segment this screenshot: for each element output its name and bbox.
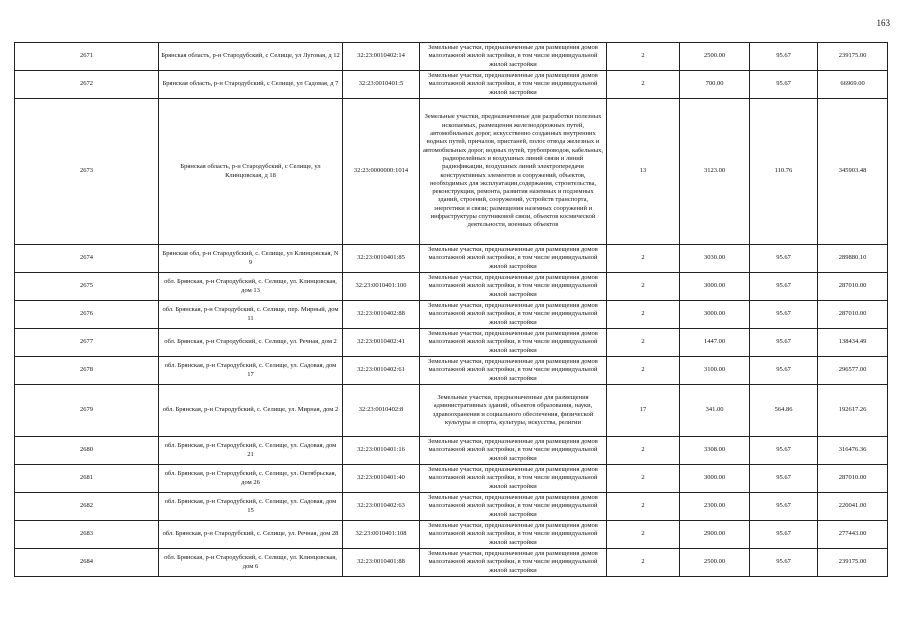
cadastral-number-cell: 32:23:0000000:1014 (343, 99, 420, 245)
purpose-code-cell: 2 (607, 43, 680, 71)
cadastral-rate-cell: 110.76 (750, 99, 818, 245)
cadastral-value-cell: 296577.00 (818, 357, 888, 385)
area-cell: 700.00 (680, 71, 750, 99)
cadastral-rate-cell: 95.67 (750, 437, 818, 465)
cadastral-value-cell: 316476.36 (818, 437, 888, 465)
purpose-code-cell: 2 (607, 437, 680, 465)
cadastral-rate-cell: 95.67 (750, 301, 818, 329)
cadastral-value-cell: 287010.00 (818, 273, 888, 301)
area-cell: 3123.00 (680, 99, 750, 245)
land-purpose-cell: Земельные участки, предназначенные для размещения административных зданий, объектов образования, науки, здравоохранения и социального обеспечения, физической культуры и спорта, культуры, искусства, религии (420, 385, 607, 437)
cadastral-number-cell: 32:23:0010402:41 (343, 329, 420, 357)
cadastral-rate-cell: 95.67 (750, 43, 818, 71)
cadastral-number-cell: 32:23:0010402:63 (343, 493, 420, 521)
row-number: 2683 (15, 521, 159, 549)
row-number: 2678 (15, 357, 159, 385)
land-purpose-cell: Земельные участки, предназначенные для размещения домов малоэтажной жилой застройки, в том числе индивидуальной жилой застройки (420, 465, 607, 493)
cadastral-number-cell: 32:23:0010401:88 (343, 549, 420, 577)
cadastral-value-cell: 277443.00 (818, 521, 888, 549)
cadastral-rate-cell: 95.67 (750, 521, 818, 549)
row-number: 2680 (15, 437, 159, 465)
cadastral-rate-cell: 564.86 (750, 385, 818, 437)
cadastral-value-cell: 289880.10 (818, 245, 888, 273)
area-cell: 3308.00 (680, 437, 750, 465)
cadastral-value-cell: 192617.26 (818, 385, 888, 437)
cadastral-number-cell: 32:23:0010402:61 (343, 357, 420, 385)
address-cell: обл. Брянская, р-н Стародубский, с. Селище, пер. Мирный, дом 11 (159, 301, 343, 329)
table-row (15, 329, 888, 357)
row-number: 2676 (15, 301, 159, 329)
cadastral-rate-cell: 95.67 (750, 493, 818, 521)
area-cell: 2500.00 (680, 549, 750, 577)
area-cell: 3000.00 (680, 301, 750, 329)
land-purpose-cell: Земельные участки, предназначенные для размещения домов малоэтажной жилой застройки, в том числе индивидуальной жилой застройки (420, 493, 607, 521)
table-row (15, 465, 888, 493)
page-number: 163 (876, 18, 890, 28)
cadastral-number-cell: 32:23:0010401:16 (343, 437, 420, 465)
row-number: 2684 (15, 549, 159, 577)
land-purpose-cell: Земельные участки, предназначенные для размещения домов малоэтажной жилой застройки, в том числе индивидуальной жилой застройки (420, 71, 607, 99)
cadastral-rate-cell: 95.67 (750, 245, 818, 273)
land-purpose-cell: Земельные участки, предназначенные для размещения домов малоэтажной жилой застройки, в том числе индивидуальной жилой застройки (420, 245, 607, 273)
row-number: 2681 (15, 465, 159, 493)
cadastral-number-cell: 32:23:0010402:8 (343, 385, 420, 437)
land-purpose-cell: Земельные участки, предназначенные для размещения домов малоэтажной жилой застройки, в том числе индивидуальной жилой застройки (420, 521, 607, 549)
table-row (15, 43, 888, 71)
table-row (15, 71, 888, 99)
cadastral-number-cell: 32:23:0010401:40 (343, 465, 420, 493)
purpose-code-cell: 13 (607, 99, 680, 245)
cadastral-number-cell: 32:23:0010401:108 (343, 521, 420, 549)
land-purpose-cell: Земельные участки, предназначенные для размещения домов малоэтажной жилой застройки, в том числе индивидуальной жилой застройки (420, 357, 607, 385)
area-cell: 1447.00 (680, 329, 750, 357)
purpose-code-cell: 2 (607, 521, 680, 549)
row-number: 2679 (15, 385, 159, 437)
land-purpose-cell: Земельные участки, предназначенные для размещения домов малоэтажной жилой застройки, в том числе индивидуальной жилой застройки (420, 273, 607, 301)
purpose-code-cell: 2 (607, 357, 680, 385)
table-row (15, 273, 888, 301)
purpose-code-cell: 2 (607, 465, 680, 493)
row-number: 2672 (15, 71, 159, 99)
land-purpose-cell: Земельные участки, предназначенные для размещения домов малоэтажной жилой застройки, в том числе индивидуальной жилой застройки (420, 437, 607, 465)
area-cell: 2900.00 (680, 521, 750, 549)
cadastral-rate-cell: 95.67 (750, 273, 818, 301)
purpose-code-cell: 2 (607, 329, 680, 357)
row-number: 2675 (15, 273, 159, 301)
address-cell: Брянская обл, р-н Стародубский, с. Селище, ул Клинцовская, N 9 (159, 245, 343, 273)
table-row (15, 245, 888, 273)
land-purpose-cell: Земельные участки, предназначенные для размещения домов малоэтажной жилой застройки, в том числе индивидуальной жилой застройки (420, 329, 607, 357)
row-number: 2673 (15, 99, 159, 245)
address-cell: обл. Брянская, р-н Стародубский, с. Селище, ул. Речная, дом 2 (159, 329, 343, 357)
table-body (15, 43, 888, 577)
address-cell: обл. Брянская, р-н Стародубский, с. Селище, ул. Речная, дом 28 (159, 521, 343, 549)
cadastral-value-cell: 345903.48 (818, 99, 888, 245)
table-row (15, 493, 888, 521)
address-cell: обл. Брянская, р-н Стародубский, с. Селище, ул. Октябрьская, дом 26 (159, 465, 343, 493)
table-row (15, 437, 888, 465)
table-row (15, 521, 888, 549)
table-row (15, 99, 888, 245)
cadastral-rate-cell: 95.67 (750, 329, 818, 357)
purpose-code-cell: 2 (607, 71, 680, 99)
area-cell: 3000.00 (680, 465, 750, 493)
cadastral-number-cell: 32:23:0010401:85 (343, 245, 420, 273)
table-row (15, 357, 888, 385)
address-cell: Брянская область, р-н Стародубский, с Селище, ул Садовая, д 7 (159, 71, 343, 99)
area-cell: 341.00 (680, 385, 750, 437)
area-cell: 3100.00 (680, 357, 750, 385)
land-purpose-cell: Земельные участки, предназначенные для размещения домов малоэтажной жилой застройки, в том числе индивидуальной жилой застройки (420, 301, 607, 329)
row-number: 2677 (15, 329, 159, 357)
purpose-code-cell: 2 (607, 301, 680, 329)
cadastral-value-cell: 138434.49 (818, 329, 888, 357)
purpose-code-cell: 2 (607, 493, 680, 521)
area-cell: 3030.00 (680, 245, 750, 273)
cadastral-number-cell: 32:23:0010401:5 (343, 71, 420, 99)
cadastral-number-cell: 32:23:0010402:14 (343, 43, 420, 71)
address-cell: обл. Брянская, р-н Стародубский, с. Селище, ул. Садовая, дом 15 (159, 493, 343, 521)
cadastral-value-cell: 287010.00 (818, 301, 888, 329)
address-cell: обл. Брянская, р-н Стародубский, с. Селище, ул. Клинцовская, дом 6 (159, 549, 343, 577)
row-number: 2682 (15, 493, 159, 521)
address-cell: Брянская область, р-н Стародубский, с Селище, ул Луговая, д 12 (159, 43, 343, 71)
area-cell: 2500.00 (680, 43, 750, 71)
table-row (15, 385, 888, 437)
cadastral-value-cell: 287010.00 (818, 465, 888, 493)
cadastral-rate-cell: 95.67 (750, 357, 818, 385)
land-purpose-cell: Земельные участки, предназначенные для размещения домов малоэтажной жилой застройки, в том числе индивидуальной жилой застройки (420, 549, 607, 577)
cadastral-value-cell: 220041.00 (818, 493, 888, 521)
row-number: 2671 (15, 43, 159, 71)
table-row (15, 301, 888, 329)
land-purpose-cell: Земельные участки, предназначенные для разработки полезных ископаемых, размещения железнодорожных путей, автомобильных дорог, искусственно созданных внутренних водных путей, причалов, пристаней, полос отвода железных и автомобильных дорог, водных путей, трубопроводов, кабельных, радиорелейных и воздушных линий связи и линий радиофикации, воздушных линий электропередачи конструктивных элементов и сооружений, объектов, необходимых для эксплуатации,содержания, строительства, реконструкции, ремонта, развития наземных и подземных зданий, строений, сооружений, устройств транспорта, энергетики и связи; размещения наземных сооружений и инфраструктуры спутниковой связи, объектов космической деятельности, военных объектов (420, 99, 607, 245)
land-registry-table (14, 42, 888, 577)
cadastral-value-cell: 239175.00 (818, 43, 888, 71)
land-purpose-cell: Земельные участки, предназначенные для размещения домов малоэтажной жилой застройки, в том числе индивидуальной жилой застройки (420, 43, 607, 71)
table-row (15, 549, 888, 577)
area-cell: 3000.00 (680, 273, 750, 301)
cadastral-value-cell: 66969.00 (818, 71, 888, 99)
cadastral-rate-cell: 95.67 (750, 71, 818, 99)
row-number: 2674 (15, 245, 159, 273)
purpose-code-cell: 2 (607, 245, 680, 273)
address-cell: обл. Брянская, р-н Стародубский, с. Селище, ул. Садовая, дом 17 (159, 357, 343, 385)
purpose-code-cell: 2 (607, 549, 680, 577)
address-cell: обл. Брянская, р-н Стародубский, с. Селище, ул. Садовая, дом 21 (159, 437, 343, 465)
cadastral-number-cell: 32:23:0010401:100 (343, 273, 420, 301)
purpose-code-cell: 2 (607, 273, 680, 301)
address-cell: обл. Брянская, р-н Стародубский, с. Селище, ул. Клинцовская, дом 13 (159, 273, 343, 301)
address-cell: обл. Брянская, р-н Стародубский, с. Селище, ул. Мирная, дом 2 (159, 385, 343, 437)
purpose-code-cell: 17 (607, 385, 680, 437)
cadastral-rate-cell: 95.67 (750, 549, 818, 577)
area-cell: 2300.00 (680, 493, 750, 521)
cadastral-rate-cell: 95.67 (750, 465, 818, 493)
cadastral-number-cell: 32:23:0010402:88 (343, 301, 420, 329)
cadastral-value-cell: 239175.00 (818, 549, 888, 577)
address-cell: Брянская область, р-н Стародубский, с Селище, ул Клинцовская, д 18 (159, 99, 343, 245)
